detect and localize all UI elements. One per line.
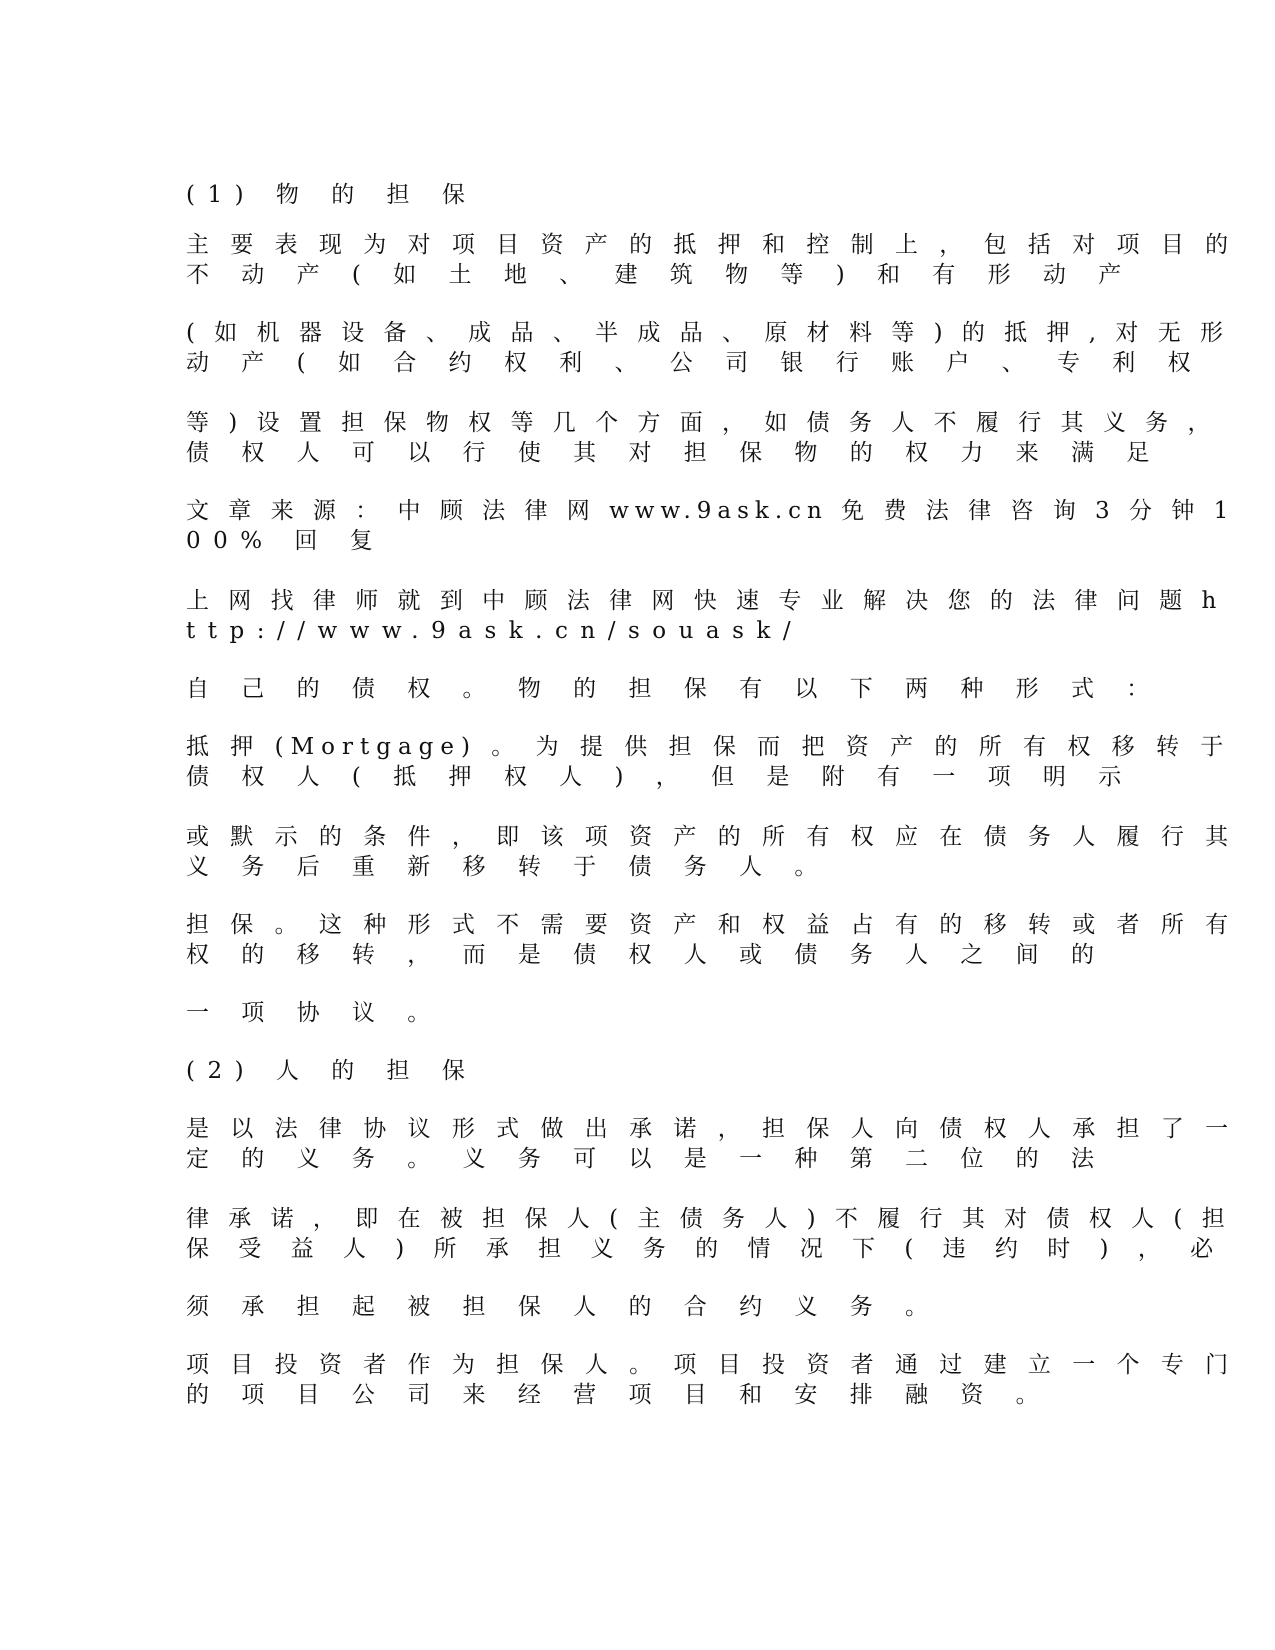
paragraph-line: 是 以 法 律 协 议 形 式 做 出 承 诺 ， 担 保 人 向 债 权 人 承 担 了 一 xyxy=(186,1116,1236,1142)
paragraph-line: 或 默 示 的 条 件 ， 即 该 项 资 产 的 所 有 权 应 在 债 务 人 履 行 其 xyxy=(186,824,1236,850)
paragraph-line: 等 ) 设 置 担 保 物 权 等 几 个 方 面 ， 如 债 务 人 不 履 行 其 义 务 ， xyxy=(186,410,1217,436)
section-heading-personal-guarantee: (2) 人 的 担 保 xyxy=(186,1058,478,1084)
source-notice-line: 00% 回 复 xyxy=(186,528,386,554)
paragraph-line: 一 项 协 议 。 xyxy=(186,1000,443,1026)
paragraph-line: 自 己 的 债 权 。 物 的 担 保 有 以 下 两 种 形 式 ： xyxy=(186,676,1162,702)
promo-url-line: ttp://www.9ask.cn/souask/ xyxy=(186,618,804,644)
promo-line: 上 网 找 律 师 就 到 中 顾 法 律 网 快 速 专 业 解 决 您 的 法 律 问 题 h xyxy=(186,588,1223,614)
paragraph-line: 主 要 表 现 为 对 项 目 资 产 的 抵 押 和 控 制 上 ， 包 括 对 项 目 的 xyxy=(186,232,1236,258)
paragraph-line: 定 的 义 务 。 义 务 可 以 是 一 种 第 二 位 的 法 xyxy=(186,1146,1107,1172)
paragraph-line: 项 目 投 资 者 作 为 担 保 人 。 项 目 投 资 者 通 过 建 立 一 个 专 门 xyxy=(186,1352,1236,1378)
paragraph-line: 律 承 诺 ， 即 在 被 担 保 人 ( 主 债 务 人 ) 不 履 行 其 对 债 权 人 ( 担 xyxy=(186,1206,1231,1232)
paragraph-line: 的 项 目 公 司 来 经 营 项 目 和 安 排 融 资 。 xyxy=(186,1382,1052,1408)
paragraph-line: 抵 押 (Mortgage) 。 为 提 供 担 保 而 把 资 产 的 所 有 权 移 转 于 xyxy=(186,734,1231,760)
paragraph-line: 动 产 ( 如 合 约 权 利 、 公 司 银 行 账 户 、 专 利 权 xyxy=(186,350,1204,376)
source-notice-line: 文 章 来 源 ： 中 顾 法 律 网 www.9ask.cn 免 费 法 律 咨 询 3 分 钟 1 xyxy=(186,498,1235,524)
paragraph-line: 债 权 人 ( 抵 押 权 人 ) ， 但 是 附 有 一 项 明 示 xyxy=(186,764,1134,790)
paragraph-line: 义 务 后 重 新 移 转 于 债 务 人 。 xyxy=(186,854,830,880)
paragraph-line: 不 动 产 ( 如 土 地 、 建 筑 物 等 ) 和 有 形 动 产 xyxy=(186,262,1134,288)
paragraph-line: 权 的 移 转 ， 而 是 债 权 人 或 债 务 人 之 间 的 xyxy=(186,942,1107,968)
paragraph-line: ( 如 机 器 设 备 、 成 品 、 半 成 品 、 原 材 料 等 ) 的 抵 押 , 对 无 形 xyxy=(186,320,1230,346)
section-heading-property-guarantee: (1) 物 的 担 保 xyxy=(186,182,478,208)
paragraph-line: 债 权 人 可 以 行 使 其 对 担 保 物 的 权 力 来 满 足 xyxy=(186,440,1162,466)
paragraph-line: 须 承 担 起 被 担 保 人 的 合 约 义 务 。 xyxy=(186,1294,941,1320)
paragraph-line: 保 受 益 人 ) 所 承 担 义 务 的 情 况 下 ( 违 约 时 ) ， 必 xyxy=(186,1236,1225,1262)
paragraph-line: 担 保 。 这 种 形 式 不 需 要 资 产 和 权 益 占 有 的 移 转 或 者 所 有 xyxy=(186,912,1236,938)
